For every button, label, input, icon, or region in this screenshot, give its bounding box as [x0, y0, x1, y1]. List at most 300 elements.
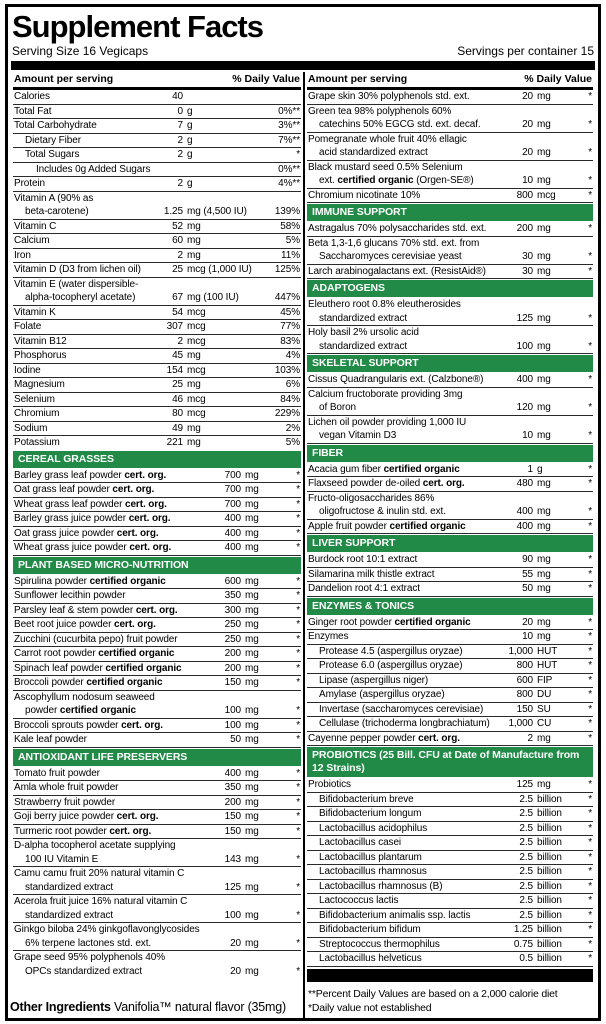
ingredient-name-line: standardized extract	[319, 340, 408, 352]
ingredient-row	[307, 674, 593, 689]
ingredient-name-bold: cert. org.	[116, 527, 159, 539]
amount-unit: g	[187, 120, 193, 131]
ingredient-name-line: Carrot root powder certified organic	[14, 648, 175, 659]
ingredient-name-line: Includes 0g Added Sugars	[36, 163, 151, 175]
amount-unit: billion	[537, 793, 562, 805]
ingredient-row	[13, 839, 301, 867]
ingredient-name-line: Calcium fructoborate providing 3mg	[308, 388, 463, 400]
ingredient-name	[14, 378, 157, 392]
ingredient-row	[13, 691, 301, 719]
ingredient-name	[14, 767, 208, 781]
amount-value: 150	[224, 825, 241, 837]
ingredient-name-line: Potassium	[14, 437, 60, 448]
ingredient-row	[13, 220, 301, 235]
ingredient-name-line: Magnesium	[14, 379, 65, 390]
daily-value: *	[588, 616, 592, 628]
ingredient-row	[307, 582, 593, 597]
ingredient-row	[13, 527, 301, 542]
ingredient-name	[14, 163, 157, 177]
ingredient-name-line: Dietary Fiber	[25, 134, 81, 146]
ingredient-name-bold: cert. org.	[124, 469, 167, 481]
amount-unit: mg	[245, 767, 259, 779]
amount-value: 20	[230, 965, 241, 977]
ingredient-row	[307, 717, 593, 732]
ingredient-row	[13, 134, 301, 149]
section-header: FIBER	[307, 445, 593, 462]
amount-value: 250	[224, 619, 241, 630]
ingredient-name-line: Camu camu fruit 20% natural vitamin C	[14, 868, 185, 879]
daily-value: *	[588, 340, 592, 352]
amount-unit: mg	[245, 782, 259, 793]
daily-value: *	[588, 265, 592, 277]
ingredient-name-line: 100 IU Vitamin E	[25, 853, 99, 865]
daily-value: *	[296, 825, 300, 837]
footnotes	[307, 984, 593, 1016]
amount-unit: mg	[537, 430, 551, 441]
section-header: CEREAL GRASSES	[13, 451, 301, 468]
left-column-header	[13, 72, 301, 90]
ingredient-name-line: Black mustard seed 0.5% Selenium	[308, 161, 463, 173]
amount-value: 100	[224, 705, 241, 716]
daily-value: *	[296, 542, 300, 553]
ingredient-name	[308, 582, 500, 596]
ingredient-name-line: Vitamin C	[14, 220, 57, 232]
other-ingredients-label: Other Ingredients	[10, 1000, 111, 1014]
amount-unit: mg	[245, 604, 259, 616]
amount-unit: billion	[537, 924, 562, 935]
ingredient-row	[307, 938, 593, 953]
amount-value: 400	[224, 767, 241, 779]
ingredient-name-bold: certified organic	[86, 677, 163, 688]
ingredient-name	[14, 249, 157, 263]
ingredient-row	[307, 237, 593, 265]
amount-value: 10	[522, 175, 533, 186]
amount-unit: mg	[537, 402, 551, 413]
amount-value: 80	[172, 408, 183, 419]
left-column	[11, 72, 303, 1018]
ingredient-name-line: Bifidobacterium animalis ssp. lactis	[319, 909, 471, 921]
ingredient-name	[14, 105, 157, 119]
amount-unit: mcg	[187, 408, 206, 419]
amount-value: 1.25	[513, 924, 533, 935]
amount-value: 49	[172, 422, 183, 434]
daily-value: *	[296, 469, 300, 481]
amount-value: 300	[224, 604, 241, 616]
ingredient-row	[13, 90, 301, 105]
amount-per-serving-header: Amount per serving	[308, 73, 408, 85]
divider-bar	[307, 969, 593, 982]
amount-value: 2.5	[519, 837, 533, 848]
amount-value: 400	[224, 527, 241, 539]
ingredient-row	[13, 163, 301, 178]
right-column	[303, 72, 595, 1018]
ingredient-name-line: Barley grass juice powder cert. org.	[14, 513, 171, 524]
footnote-not-established: *Daily value not established	[308, 1001, 432, 1014]
amount-value: 143	[224, 853, 241, 865]
ingredient-row	[13, 895, 301, 923]
amount-unit: DU	[537, 689, 552, 700]
servings-per-container: Servings per container 15	[457, 44, 594, 58]
amount-unit: mg	[245, 633, 259, 645]
daily-value: *	[588, 175, 592, 186]
daily-value: *	[588, 718, 592, 729]
daily-value: *	[588, 463, 592, 475]
amount-unit: mg	[537, 91, 551, 102]
daily-value: *	[588, 583, 592, 594]
ingredient-name-line: Total Fat	[14, 105, 52, 117]
ingredient-row	[307, 880, 593, 895]
ingredient-row	[307, 520, 593, 535]
ingredient-name	[14, 469, 208, 483]
amount-value: 100	[224, 719, 241, 731]
ingredient-name	[14, 662, 208, 676]
amount-value: 700	[224, 498, 241, 510]
ingredient-row	[307, 703, 593, 718]
ingredient-name	[308, 616, 500, 630]
ingredient-name	[14, 527, 208, 541]
ingredient-name-line: Calcium	[14, 235, 50, 246]
amount-value: 350	[224, 590, 241, 601]
amount-unit: mg	[245, 619, 259, 630]
amount-unit: mg	[537, 312, 551, 324]
amount-value: 20	[522, 91, 533, 102]
daily-value: *	[588, 674, 592, 686]
ingredient-row	[13, 575, 301, 590]
ingredient-row	[307, 645, 593, 660]
ingredient-name-line: D-alpha tocopherol acetate supplying	[14, 840, 176, 851]
ingredient-name-bold: cert. org.	[418, 732, 460, 744]
ingredient-name-bold: certified organic	[89, 575, 166, 587]
daily-value: *	[588, 506, 592, 517]
amount-value: 2	[177, 178, 183, 189]
daily-value: *	[296, 590, 300, 601]
amount-value: 2.5	[519, 808, 533, 819]
amount-value: 30	[522, 265, 533, 277]
amount-value: 400	[224, 513, 241, 524]
ingredient-name	[14, 867, 208, 894]
ingredient-row	[13, 512, 301, 527]
ingredient-name-line: Beta 1,3-1,6 glucans 70% std. ext. from	[308, 237, 480, 249]
daily-value: *	[588, 779, 592, 790]
ingredient-row	[13, 589, 301, 604]
daily-value: *	[296, 575, 300, 587]
ingredient-name	[14, 839, 208, 866]
ingredient-row	[13, 767, 301, 782]
ingredient-row	[13, 378, 301, 393]
amount-unit: mg	[187, 220, 201, 232]
amount-unit: mg	[245, 853, 259, 865]
amount-value: 200	[224, 648, 241, 659]
daily-value: *	[296, 604, 300, 616]
amount-value: 400	[516, 506, 533, 517]
amount-unit: mcg	[187, 393, 206, 405]
ingredient-name	[308, 477, 500, 491]
ingredient-name	[14, 278, 157, 305]
daily-value: *	[588, 938, 592, 950]
amount-value: 40	[172, 91, 183, 102]
amount-value: 480	[516, 478, 533, 489]
amount-unit: mg	[245, 542, 259, 553]
amount-unit: billion	[537, 822, 562, 834]
amount-value: 100	[516, 340, 533, 352]
amount-value: 20	[522, 616, 533, 628]
ingredient-name-line: Holy basil 2% ursolic acid	[308, 327, 419, 338]
ingredient-row	[307, 732, 593, 747]
amount-unit: billion	[537, 808, 562, 819]
amount-unit: mg	[187, 235, 201, 246]
daily-value: 2%	[285, 422, 300, 434]
ingredient-name	[308, 189, 500, 203]
ingredient-name	[308, 105, 500, 132]
amount-value: 54	[172, 306, 183, 318]
ingredient-name-bold: cert. org.	[128, 513, 171, 524]
ingredient-name	[14, 90, 157, 104]
ingredient-row	[307, 492, 593, 520]
amount-value: 46	[172, 393, 183, 405]
daily-value: *	[588, 554, 592, 565]
amount-unit: billion	[537, 880, 562, 892]
amount-unit: g	[187, 149, 193, 160]
row-group	[13, 451, 301, 979]
ingredient-name-line: Lactococcus lactis	[319, 895, 399, 906]
ingredient-row	[307, 836, 593, 851]
ingredient-row	[307, 298, 593, 326]
amount-value: 0.75	[513, 938, 533, 950]
ingredient-name	[308, 880, 500, 894]
amount-value: 2.5	[519, 909, 533, 921]
ingredient-name	[308, 568, 500, 582]
ingredient-name-bold: certified organic	[383, 463, 460, 475]
daily-value: 7%**	[278, 134, 300, 146]
ingredient-name	[308, 938, 500, 952]
ingredient-row	[307, 105, 593, 133]
daily-value: 3%**	[278, 120, 300, 131]
ingredient-row	[13, 349, 301, 364]
ingredient-name-line: Total Carbohydrate	[14, 120, 97, 131]
amount-unit: mg	[245, 965, 259, 977]
daily-value: 0%**	[278, 105, 300, 117]
daily-value: *	[296, 527, 300, 539]
daily-value: *	[588, 689, 592, 700]
daily-value: *	[296, 648, 300, 659]
ingredient-row	[13, 618, 301, 633]
amount-value: 154	[166, 364, 183, 376]
amount-unit: mg	[245, 677, 259, 688]
ingredient-row	[307, 326, 593, 354]
ingredient-name-line: Chromium	[14, 408, 60, 419]
ingredient-row	[307, 416, 593, 444]
daily-value: *	[588, 703, 592, 715]
ingredient-name-line: Grape skin 30% polyphenols std. ext.	[308, 91, 470, 102]
amount-value: 600	[516, 674, 533, 686]
amount-unit: mg	[537, 520, 551, 532]
ingredient-row	[307, 659, 593, 674]
daily-value: *	[588, 147, 592, 158]
daily-value: *	[588, 924, 592, 935]
ingredient-name	[308, 326, 500, 353]
amount-unit: mg	[245, 825, 259, 837]
ingredient-row	[13, 119, 301, 134]
amount-value: 400	[224, 542, 241, 553]
ingredient-name-line: Ginkgo biloba 24% ginkgoflavonglycosides	[14, 924, 200, 935]
amount-unit: mg	[537, 779, 551, 790]
ingredient-name	[308, 778, 500, 792]
ingredient-name-line: Invertase (saccharomyces cerevisiae)	[319, 703, 484, 715]
amount-value: 50	[522, 583, 533, 594]
ingredient-name-line: standardized extract	[319, 312, 408, 324]
amount-value: 2	[177, 149, 183, 160]
amount-value: 2.5	[519, 895, 533, 906]
amount-value: 1,000	[508, 645, 533, 657]
ingredient-row	[307, 865, 593, 880]
amount-value: 125	[224, 881, 241, 893]
ingredient-name	[14, 781, 208, 795]
daily-value: *	[588, 953, 592, 964]
amount-unit: mg	[537, 732, 551, 744]
ingredient-name-line: Larch arabinogalactans ext. (ResistAid®)	[308, 265, 486, 277]
ingredient-name-line: Lactobacillus plantarum	[319, 851, 422, 863]
amount-unit: mg	[245, 513, 259, 524]
ingredient-name	[308, 265, 500, 279]
ingredient-name-line: Iron	[14, 249, 31, 261]
amount-value: 120	[516, 402, 533, 413]
ingredient-row	[307, 388, 593, 416]
ingredient-name-line: of Boron	[319, 402, 357, 413]
ingredient-name-line: Kale leaf powder	[14, 734, 87, 745]
daily-value: *	[296, 909, 300, 921]
ingredient-name-line: Turmeric root powder cert. org.	[14, 825, 152, 837]
amount-unit: mg	[245, 937, 259, 949]
amount-unit: CU	[537, 718, 552, 729]
amount-unit: mg	[187, 437, 201, 448]
daily-value: *	[588, 909, 592, 921]
ingredient-name-line: Streptococcus thermophilus	[319, 938, 440, 950]
daily-value: *	[296, 734, 300, 745]
ingredient-name-bold: certified organic	[337, 175, 414, 186]
amount-value: 200	[224, 796, 241, 808]
ingredient-name-bold: cert. org.	[109, 825, 152, 837]
ingredient-row	[13, 541, 301, 556]
daily-value: *	[588, 880, 592, 892]
ingredient-name	[308, 520, 500, 534]
section-header: ADAPTOGENS	[307, 280, 593, 297]
amount-unit: mg	[537, 223, 551, 234]
ingredient-name	[14, 119, 157, 133]
daily-value: 6%	[285, 379, 300, 390]
ingredient-name	[14, 192, 157, 219]
amount-unit: mg	[245, 734, 259, 745]
amount-value: 800	[516, 689, 533, 700]
ingredient-name	[308, 688, 500, 702]
ingredient-name-line: Lipase (aspergillus niger)	[319, 674, 429, 686]
ingredient-name-line: Sunflower lecithin powder	[14, 590, 126, 601]
ingredient-row	[13, 306, 301, 321]
ingredient-name	[308, 865, 500, 879]
ingredient-name-line: Lactobacillus helveticus	[319, 953, 422, 964]
amount-value: 200	[224, 662, 241, 674]
ingredient-name	[308, 373, 500, 387]
daily-value: *	[588, 660, 592, 671]
ingredient-name-line: Zucchini (cucurbita pepo) fruit powder	[14, 633, 178, 645]
ingredient-name	[14, 483, 208, 497]
amount-value: 250	[224, 633, 241, 645]
daily-value: *	[296, 881, 300, 893]
amount-value: 1	[527, 463, 533, 475]
amount-value: 20	[522, 147, 533, 158]
daily-value: 84%	[280, 393, 300, 405]
daily-value: *	[296, 498, 300, 510]
ingredient-name	[14, 575, 208, 589]
ingredient-row	[13, 676, 301, 691]
daily-value: *	[588, 119, 592, 130]
daily-value: *	[588, 478, 592, 489]
daily-value: *	[588, 374, 592, 385]
ingredient-name	[14, 436, 157, 450]
amount-unit: mg	[537, 506, 551, 517]
amount-value: 50	[230, 734, 241, 745]
amount-value: 2	[177, 249, 183, 261]
daily-value: *	[296, 149, 300, 160]
daily-value: 229%	[274, 408, 300, 419]
amount-value: 25	[172, 264, 183, 275]
ingredient-row	[307, 793, 593, 808]
ingredient-name	[14, 589, 208, 603]
ingredient-row	[13, 249, 301, 264]
ingredient-name	[14, 306, 157, 320]
amount-value: 600	[224, 575, 241, 587]
amount-value: 100	[224, 909, 241, 921]
amount-unit: mg	[245, 662, 259, 674]
daily-value: *	[588, 793, 592, 805]
two-column-table	[11, 72, 595, 1018]
ingredient-name-line: Vitamin B12	[14, 335, 67, 347]
ingredient-row	[13, 192, 301, 220]
ingredient-row	[307, 477, 593, 492]
amount-value: 150	[224, 677, 241, 688]
daily-value: 5%	[285, 235, 300, 246]
ingredient-row	[307, 133, 593, 161]
amount-unit: mcg	[187, 306, 206, 318]
amount-value: 2	[177, 335, 183, 347]
ingredient-name	[308, 645, 500, 659]
daily-value: *	[588, 91, 592, 102]
daily-value: *	[296, 705, 300, 716]
amount-unit: mg	[537, 616, 551, 628]
ingredient-name-bold: certified organic	[98, 648, 175, 659]
amount-unit: mcg	[187, 321, 206, 332]
ingredient-name-line: Calories	[14, 91, 50, 102]
ingredient-name	[308, 388, 500, 415]
daily-value: *	[588, 430, 592, 441]
ingredient-name	[14, 719, 208, 733]
ingredient-name-line: Protease 4.5 (aspergillus oryzae)	[319, 645, 463, 657]
amount-value: 2.5	[519, 851, 533, 863]
ingredient-name-line: standardized extract	[25, 881, 114, 893]
daily-value: *	[296, 767, 300, 779]
serving-info	[8, 43, 598, 61]
right-column-header	[307, 72, 593, 90]
ingredient-row	[13, 810, 301, 825]
ingredient-name-bold: certified organic	[59, 705, 136, 716]
ingredient-name-bold: cert. org.	[135, 604, 178, 616]
ingredient-name-line: Lactobacillus rhamnosus	[319, 866, 427, 877]
ingredient-row	[13, 483, 301, 498]
ingredient-name-line: Phosphorus	[14, 350, 67, 361]
section-header: LIVER SUPPORT	[307, 535, 593, 552]
ingredient-name-line: Amylase (aspergillus oryzae)	[319, 689, 445, 700]
ingredient-name	[14, 512, 208, 526]
daily-value: *	[296, 633, 300, 645]
